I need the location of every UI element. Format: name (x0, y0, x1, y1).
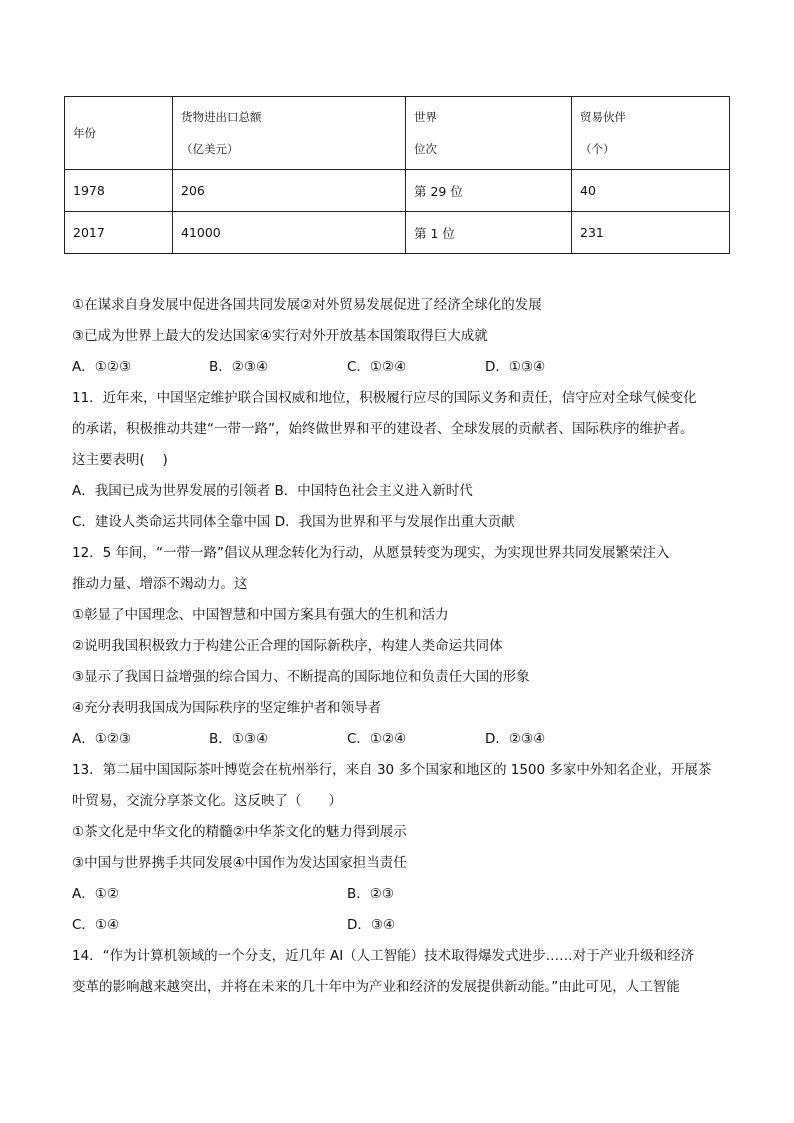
q13-stem-line-1: 13．第二届中国国际茶叶博览会在杭州举行，来自 30 多个国家和地区的 1500 多家中外知名企业，开展茶 (72, 762, 712, 778)
q14-stem-line-2: 变革的影响越来越突出，并将在未来的几十年中为产业和经济的发展提供新动能。”由此可见，人工智能 (72, 979, 680, 995)
q13-option-c[interactable]: C．①④ (72, 917, 120, 933)
q12-stem-line-2: 推动力量、增添不竭动力。这 (72, 576, 248, 592)
header-world-rank: 世界 位次 (406, 97, 572, 170)
header-partners: 贸易伙伴 （个） (572, 97, 730, 170)
q10-option-b[interactable]: B．②③④ (209, 359, 269, 375)
cell-rank: 第 29 位 (406, 170, 572, 212)
q12-option-b[interactable]: B．①③④ (209, 731, 269, 747)
q13-option-a[interactable]: A．①② (72, 886, 119, 902)
q13-statement-1: ①茶文化是中华文化的精髓②中华茶文化的魅力得到展示 (72, 824, 407, 840)
q12-stem-line-1: 12．5 年间，“一带一路”倡议从理念转化为行动，从愿景转变为现实，为实现世界共同发展繁荣注入 (72, 545, 670, 561)
q14-stem-line-1: 14．“作为计算机领域的一个分支，近几年 AI（人工智能）技术取得爆发式进步……对于产业升级和经济 (72, 948, 695, 964)
q11-options-ab[interactable]: A．我国已成为世界发展的引领者 B．中国特色社会主义进入新时代 (72, 483, 473, 499)
q13-option-b[interactable]: B．②③ (347, 886, 394, 902)
cell-partners: 231 (572, 212, 730, 254)
q10-statement-1: ①在谋求自身发展中促进各国共同发展②对外贸易发展促进了经济全球化的发展 (72, 297, 542, 313)
cell-rank: 第 1 位 (406, 212, 572, 254)
q12-statement-3: ③显示了我国日益增强的综合国力、不断提高的国际地位和负责任大国的形象 (72, 669, 530, 685)
q10-option-c[interactable]: C．①②④ (347, 359, 407, 375)
q13-statement-2: ③中国与世界携手共同发展④中国作为发达国家担当责任 (72, 855, 407, 871)
q12-option-d[interactable]: D．②③④ (485, 731, 546, 747)
q11-stem-line-3: 这主要表明( ) (72, 452, 168, 468)
q10-option-a[interactable]: A．①②③ (72, 359, 132, 375)
q12-option-a[interactable]: A．①②③ (72, 731, 132, 747)
q12-statement-2: ②说明我国积极致力于构建公正合理的国际新秩序，构建人类命运共同体 (72, 638, 503, 654)
trade-data-table (64, 96, 730, 254)
q13-option-d[interactable]: D．③④ (347, 917, 396, 933)
header-year: 年份 (65, 97, 173, 170)
q11-stem-line-1: 11．近年来，中国坚定维护联合国权威和地位，积极履行应尽的国际义务和责任，信守应对全球气候变化 (72, 390, 697, 406)
q12-statement-4: ④充分表明我国成为国际秩序的坚定维护者和领导者 (72, 700, 382, 716)
header-trade-total: 货物进出口总额 （亿美元） (173, 97, 406, 170)
cell-total: 206 (173, 170, 406, 212)
q11-stem-line-2: 的承诺，积极推动共建“一带一路”，始终做世界和平的建设者、全球发展的贡献者、国际秩序的维护者。 (72, 421, 694, 437)
cell-partners: 40 (572, 170, 730, 212)
cell-total: 41000 (173, 212, 406, 254)
q13-stem-line-2: 叶贸易，交流分享茶文化。这反映了（ ） (72, 793, 342, 809)
table-header-row (65, 97, 730, 170)
q10-option-d[interactable]: D．①③④ (485, 359, 546, 375)
cell-year: 2017 (65, 212, 173, 254)
q11-options-cd[interactable]: C．建设人类命运共同体全靠中国 D．我国为世界和平与发展作出重大贡献 (72, 514, 515, 530)
q12-option-c[interactable]: C．①②④ (347, 731, 407, 747)
table-row (65, 170, 730, 212)
table-row (65, 212, 730, 254)
cell-year: 1978 (65, 170, 173, 212)
q10-statement-2: ③已成为世界上最大的发达国家④实行对外开放基本国策取得巨大成就 (72, 328, 488, 344)
q12-statement-1: ①彰显了中国理念、中国智慧和中国方案具有强大的生机和活力 (72, 607, 449, 623)
